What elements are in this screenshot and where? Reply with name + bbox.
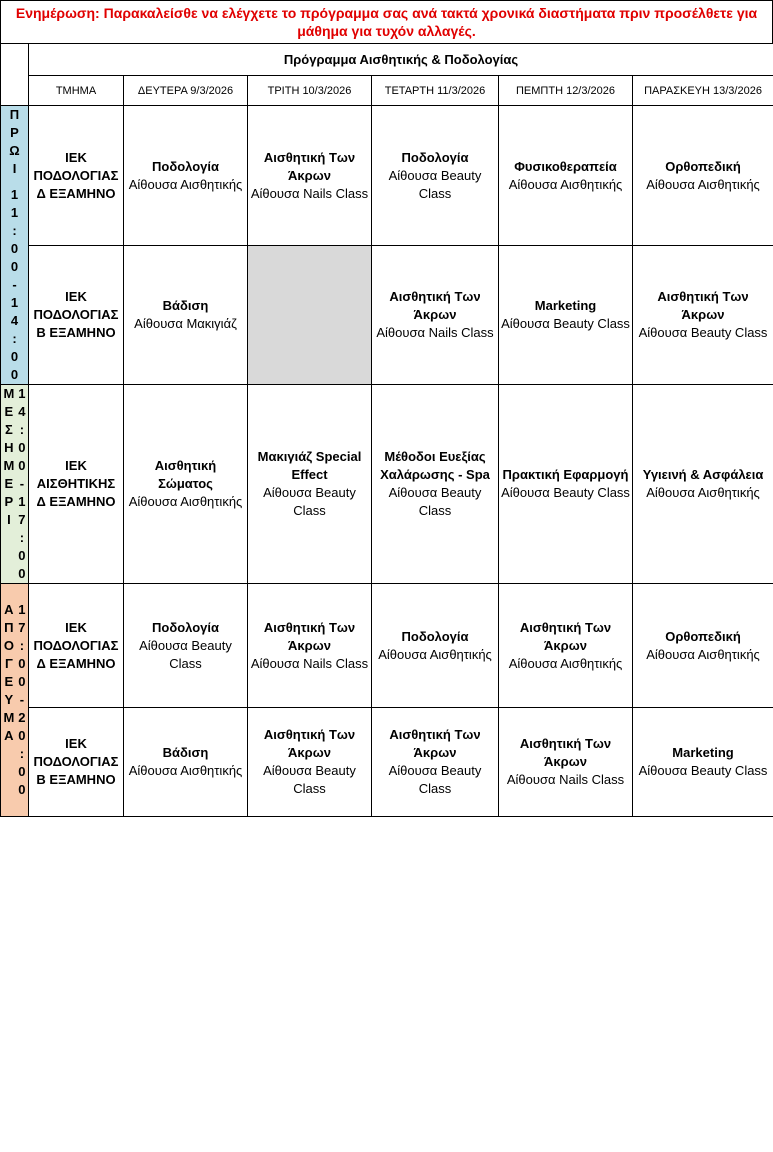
corner-blank bbox=[1, 44, 29, 76]
class-subject: Βάδιση bbox=[162, 745, 209, 760]
class-subject: Ορθοπεδική bbox=[665, 628, 741, 644]
schedule-title: Πρόγραμμα Αισθητικής & Ποδολογίας bbox=[29, 44, 773, 76]
class-subject: Ποδολογία bbox=[401, 149, 469, 165]
class-cell bbox=[633, 385, 773, 584]
class-room: Αίθουσα Nails Class bbox=[250, 185, 369, 201]
class-subject: Μέθοδοι Ευεξίας Χαλάρωσης - Spa bbox=[380, 449, 490, 482]
class-subject: Marketing bbox=[534, 298, 597, 313]
period-morning-time: 1 1 : 0 0 - 1 4 : 0 0 bbox=[10, 187, 19, 382]
class-cell bbox=[124, 584, 248, 708]
class-cell bbox=[248, 106, 372, 246]
period-noon-time: 1 4 : 0 0 - 1 7 : 0 0 bbox=[18, 386, 26, 581]
header-side-blank bbox=[1, 76, 29, 106]
header-row bbox=[1, 76, 773, 106]
class-subject: Αισθητική Των Άκρων bbox=[263, 149, 356, 183]
class-subject: Ποδολογία bbox=[152, 158, 219, 174]
class-subject: Marketing bbox=[672, 745, 734, 760]
class-subject: Υγιεινή & Ασφάλεια bbox=[642, 467, 764, 482]
class-room: Αίθουσα Nails Class bbox=[250, 655, 369, 671]
col-header-wednesday: ΤΕΤΑΡΤΗ 11/3/2026 bbox=[372, 76, 499, 106]
col-header-monday: ΔΕΥΤΕΡΑ 9/3/2026 bbox=[124, 76, 248, 106]
class-room: Αίθουσα Beauty Class bbox=[139, 637, 232, 671]
dept-cell: ΙΕΚ ΠΟΔΟΛΟΓΙΑΣ Β ΕΞΑΜΗΝΟ bbox=[29, 708, 124, 817]
dept-cell: ΙΕΚ ΠΟΔΟΛΟΓΙΑΣ Δ ΕΞΑΜΗΝΟ bbox=[29, 584, 124, 708]
class-cell bbox=[248, 385, 372, 584]
class-room: Αίθουσα Αισθητικής bbox=[378, 646, 492, 662]
col-header-dept: ΤΜΗΜΑ bbox=[29, 76, 124, 106]
period-morning-name: Π Ρ Ω Ι bbox=[9, 107, 20, 176]
class-room: Αίθουσα Nails Class bbox=[376, 325, 494, 340]
col-header-tuesday: ΤΡΙΤΗ 10/3/2026 bbox=[248, 76, 372, 106]
dept-cell: ΙΕΚ ΑΙΣΘΗΤΙΚΗΣ Δ ΕΞΑΜΗΝΟ bbox=[29, 385, 124, 584]
class-cell bbox=[372, 106, 499, 246]
class-cell bbox=[248, 708, 372, 817]
class-room: Αίθουσα Αισθητικής bbox=[646, 646, 760, 662]
class-room: Αίθουσα Αισθητικής bbox=[646, 485, 760, 500]
class-cell bbox=[124, 385, 248, 584]
class-subject: Αισθητική Των Άκρων bbox=[263, 727, 356, 760]
class-cell bbox=[124, 708, 248, 817]
class-cell bbox=[633, 584, 773, 708]
class-subject: Ορθοπεδική bbox=[665, 158, 741, 174]
table-row bbox=[1, 584, 773, 708]
class-room: Αίθουσα Beauty Class bbox=[638, 763, 768, 778]
period-evening-name: Α Π Ο Γ Ε Υ Μ Α bbox=[3, 602, 15, 743]
class-cell bbox=[499, 584, 633, 708]
update-notice: Ενημέρωση: Παρακαλείσθε να ελέγχετε το πρόγραμμα σας ανά τακτά χρονικά διαστήματα πριν προσέλθετε για μάθημα για τυχόν αλλαγές. bbox=[0, 0, 773, 44]
schedule-table bbox=[0, 43, 773, 817]
table-row bbox=[1, 106, 773, 246]
class-room: Αίθουσα Αισθητικής bbox=[508, 655, 623, 671]
class-room: Αίθουσα Beauty Class bbox=[501, 485, 630, 500]
col-header-thursday: ΠΕΜΠΤΗ 12/3/2026 bbox=[499, 76, 633, 106]
class-subject: Αισθητική Των Άκρων bbox=[519, 619, 612, 653]
class-cell bbox=[124, 106, 248, 246]
class-subject: Βάδιση bbox=[162, 298, 209, 313]
class-subject: Αισθητική Των Άκρων bbox=[519, 736, 612, 769]
table-row bbox=[1, 385, 773, 584]
empty-class-cell bbox=[248, 246, 372, 385]
class-room: Αίθουσα Beauty Class bbox=[388, 167, 482, 201]
class-cell bbox=[372, 246, 499, 385]
class-room: Αίθουσα Αισθητικής bbox=[128, 494, 243, 509]
class-cell bbox=[372, 385, 499, 584]
class-subject: Φυσικοθεραπεία bbox=[514, 158, 617, 174]
class-room: Αίθουσα Beauty Class bbox=[263, 485, 356, 518]
class-cell bbox=[372, 708, 499, 817]
class-room: Αίθουσα Αισθητικής bbox=[508, 176, 623, 192]
class-subject: Πρακτική Εφαρμογή bbox=[502, 467, 629, 482]
table-row bbox=[1, 246, 773, 385]
class-cell bbox=[499, 385, 633, 584]
class-cell bbox=[499, 106, 633, 246]
class-subject: Ποδολογία bbox=[152, 619, 219, 635]
class-room: Αίθουσα Beauty Class bbox=[638, 325, 768, 340]
class-room: Αίθουσα Beauty Class bbox=[263, 763, 356, 796]
class-subject: Αισθητική Των Άκρων bbox=[263, 619, 356, 653]
class-room: Αίθουσα Beauty Class bbox=[501, 316, 630, 331]
class-room: Αίθουσα Αισθητικής bbox=[646, 176, 760, 192]
class-subject: Αισθητική Των Άκρων bbox=[389, 289, 481, 322]
col-header-friday: ΠΑΡΑΣΚΕΥΗ 13/3/2026 bbox=[633, 76, 773, 106]
class-subject: Μακιγιάζ Special Effect bbox=[257, 449, 362, 482]
class-subject: Ποδολογία bbox=[401, 628, 469, 644]
class-cell bbox=[499, 708, 633, 817]
dept-cell: ΙΕΚ ΠΟΔΟΛΟΓΙΑΣ Δ ΕΞΑΜΗΝΟ bbox=[29, 106, 124, 246]
class-subject: Αισθητική Των Άκρων bbox=[657, 289, 749, 322]
class-cell bbox=[248, 584, 372, 708]
class-cell bbox=[633, 246, 773, 385]
class-room: Αίθουσα Beauty Class bbox=[388, 485, 482, 518]
class-room: Αίθουσα Αισθητικής bbox=[128, 763, 243, 778]
class-subject: Αισθητική Σώματος bbox=[154, 458, 217, 491]
class-cell bbox=[499, 246, 633, 385]
class-cell bbox=[633, 708, 773, 817]
period-evening bbox=[1, 584, 29, 817]
class-room: Αίθουσα Nails Class bbox=[506, 772, 625, 787]
period-morning bbox=[1, 106, 29, 385]
class-room: Αίθουσα Αισθητικής bbox=[128, 176, 243, 192]
class-subject: Αισθητική Των Άκρων bbox=[389, 727, 481, 760]
class-room: Αίθουσα Beauty Class bbox=[388, 763, 482, 796]
class-cell bbox=[124, 246, 248, 385]
period-noon bbox=[1, 385, 29, 584]
dept-cell: ΙΕΚ ΠΟΔΟΛΟΓΙΑΣ Β ΕΞΑΜΗΝΟ bbox=[29, 246, 124, 385]
class-room: Αίθουσα Μακιγιάζ bbox=[134, 316, 237, 331]
period-evening-time: 1 7 : 0 0 - 2 0 : 0 0 bbox=[18, 602, 26, 797]
class-cell bbox=[372, 584, 499, 708]
table-row bbox=[1, 708, 773, 817]
class-cell bbox=[633, 106, 773, 246]
period-noon-name: Μ Ε Σ Η Μ Ε Ρ Ι bbox=[3, 386, 15, 527]
